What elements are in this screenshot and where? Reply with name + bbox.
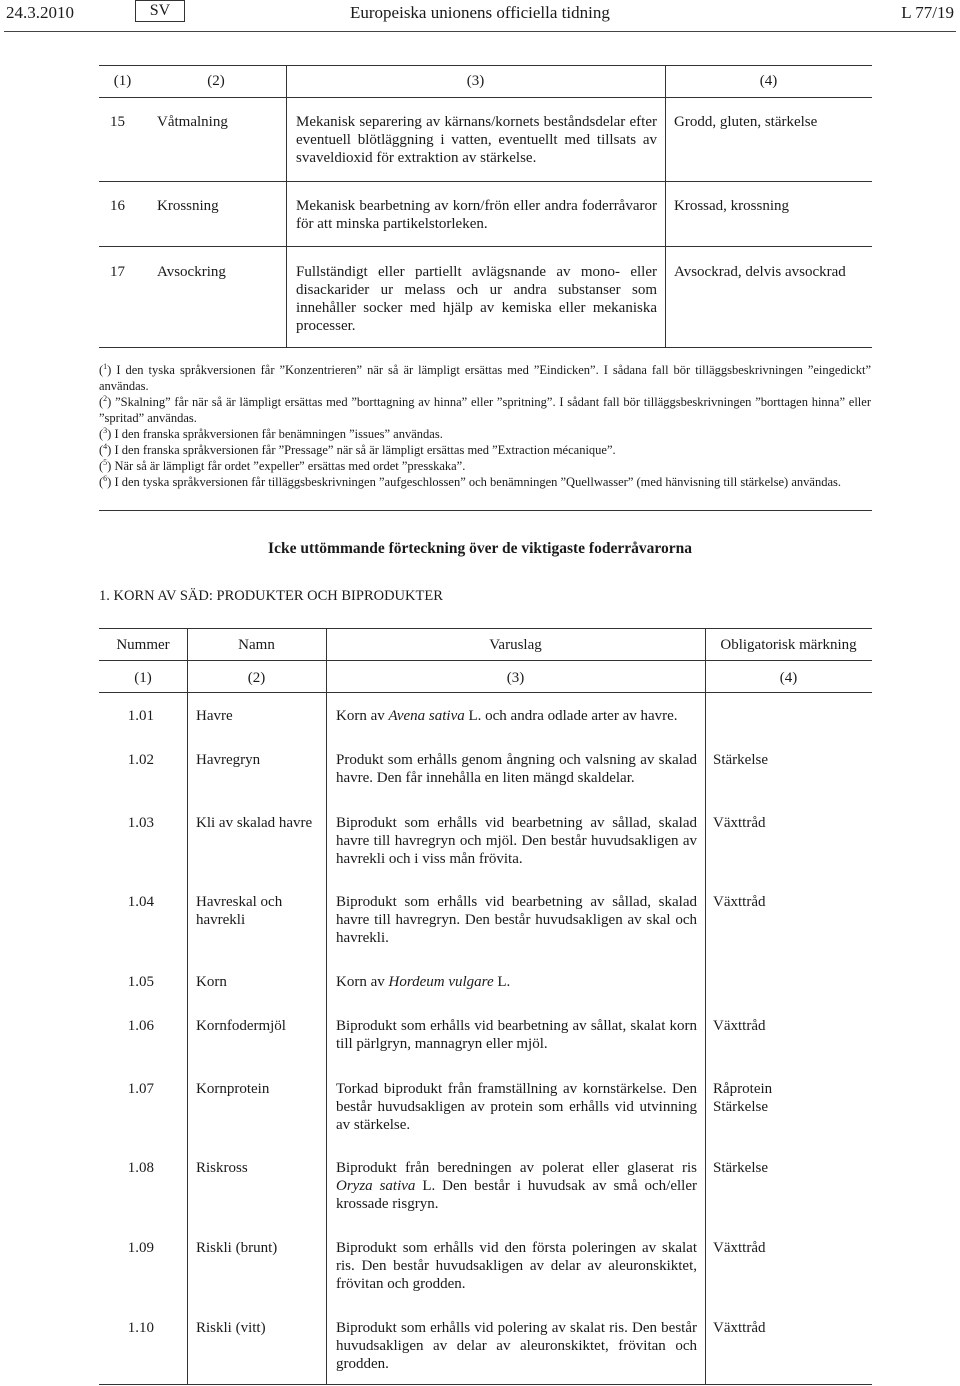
column-label: (4) bbox=[759, 73, 778, 89]
table-bottom-rule bbox=[99, 347, 872, 348]
journal-title: Europeiska unionens officiella tidning bbox=[350, 3, 610, 22]
item-name: Riskross bbox=[196, 1160, 248, 1176]
mandatory-labelling: Växttråd bbox=[713, 894, 766, 910]
section-heading: 1. KORN AV SÄD: PRODUKTER OCH BIPRODUKTER bbox=[99, 588, 443, 604]
mandatory-labelling: Växttråd bbox=[713, 1240, 766, 1256]
item-description: Korn av Hordeum vulgare L. bbox=[336, 974, 511, 990]
column-divider bbox=[665, 65, 666, 347]
mandatory-labelling: Växttråd bbox=[713, 1018, 766, 1034]
scientific-name: Oryza sativa bbox=[336, 1178, 416, 1194]
section-title: Icke uttömmande förteckning över de viktigaste foderråvarorna bbox=[268, 540, 692, 557]
footnote: ($^3$) I den franska språkversionen får benämningen ”issues” användas. bbox=[99, 426, 443, 442]
table-header-rule bbox=[99, 97, 872, 98]
item-number: 1.10 bbox=[127, 1320, 154, 1336]
column-header-labelling: Obligatorisk märkning bbox=[720, 637, 857, 653]
footnote: ($^4$) I den franska språkversionen får ”Pressage” när så är lämpligt ersättas med ”Extraction mécanique”. bbox=[99, 442, 616, 458]
item-number: 1.09 bbox=[127, 1240, 154, 1256]
item-number: 1.02 bbox=[127, 752, 154, 768]
column-label: (1) bbox=[134, 670, 152, 686]
column-label: (1) bbox=[113, 73, 132, 89]
item-number: 1.06 bbox=[127, 1018, 154, 1034]
item-number: 1.01 bbox=[127, 708, 154, 724]
column-divider bbox=[286, 65, 287, 347]
item-name: Riskli (vitt) bbox=[196, 1320, 266, 1336]
table-header-rule bbox=[99, 660, 872, 661]
item-number: 1.05 bbox=[127, 974, 154, 990]
footnote: ($^1$) I den tyska språkversionen får ”Konzentrieren” när så är lämpligt ersättas med ”Eindicken”. I sådana fall bör tilläggsbeskrivningen ”eingedickt” användas. bbox=[99, 362, 871, 394]
column-header-name: Namn bbox=[238, 637, 275, 653]
row-divider bbox=[99, 246, 872, 247]
scientific-name: Avena sativa bbox=[388, 708, 465, 724]
column-header-number: Nummer bbox=[116, 637, 170, 653]
page-number: L 77/19 bbox=[901, 3, 954, 22]
item-name: Kli av skalad havre bbox=[196, 815, 313, 831]
item-name: Havreskal och havrekli bbox=[196, 894, 283, 928]
column-label: (3) bbox=[466, 73, 485, 89]
mandatory-labelling: Stärkelse bbox=[713, 752, 768, 768]
footnote: ($^6$) I den tyska språkversionen får tilläggsbeskrivningen ”aufgeschlossen” och benämningen ”Quellwasser” (med hänvisning till stärkelse) användas. bbox=[99, 474, 841, 490]
column-header-description: Varuslag bbox=[489, 637, 542, 653]
item-name: Kornfodermjöl bbox=[196, 1018, 286, 1034]
row-divider bbox=[99, 181, 872, 182]
table-top-rule bbox=[99, 628, 872, 629]
item-description: Biprodukt som erhålls vid den första poleringen av skalat ris. Den består huvudsakligen av delar av aleuronskiktet, frövitan och grodden. bbox=[336, 1240, 697, 1292]
column-label: (4) bbox=[779, 670, 798, 686]
column-divider bbox=[326, 628, 327, 1384]
row-number: 17 bbox=[110, 264, 125, 280]
item-number: 1.04 bbox=[127, 894, 154, 910]
item-description: Biprodukt som erhålls vid polering av skalat ris. Den består huvudsakligen av delar av aleuronskiktet, frövitan och grodden. bbox=[336, 1320, 697, 1372]
process-name: Avsockring bbox=[157, 264, 226, 280]
process-label: Krossad, krossning bbox=[674, 198, 789, 214]
mandatory-labelling: Växttråd bbox=[713, 815, 766, 831]
item-description: Biprodukt som erhålls vid bearbetning av sållad, skalad havre till havregryn och mjöl. Den består huvudsakligen av havrekli och i viss mån frövita. bbox=[336, 815, 697, 867]
footnote: ($^5$) När så är lämpligt får ordet ”expeller” ersättas med ordet ”presskaka”. bbox=[99, 458, 466, 474]
footnote: ($^2$) ”Skalning” får när så är lämpligt ersättas med ”borttagning av hinna” eller ”spritning”. I sådant fall bör tilläggsbeskrivningen ”borttagen hinna” eller ”spritad” användas. bbox=[99, 394, 871, 426]
mandatory-labelling: Stärkelse bbox=[713, 1160, 768, 1176]
mandatory-labelling: Råprotein Stärkelse bbox=[713, 1081, 773, 1115]
header-date: 24.3.2010 bbox=[6, 3, 74, 22]
column-divider bbox=[187, 628, 188, 1384]
table-top-rule bbox=[99, 65, 872, 66]
table-bottom-rule bbox=[99, 1384, 872, 1385]
row-number: 16 bbox=[110, 198, 125, 214]
process-name: Våtmalning bbox=[157, 114, 228, 130]
scientific-name: Hordeum vulgare bbox=[388, 974, 494, 990]
footnotes-divider bbox=[99, 510, 872, 511]
item-name: Riskli (brunt) bbox=[196, 1240, 278, 1256]
process-description: Mekanisk bearbetning av korn/frön eller andra foderråvaror för att minska partikelstorleken. bbox=[296, 198, 657, 232]
page-header bbox=[0, 0, 960, 32]
item-description: Produkt som erhålls genom ångning och valsning av skalad havre. Den får innehålla en liten mängd skaldelar. bbox=[336, 752, 697, 786]
column-label: (3) bbox=[506, 670, 525, 686]
process-description: Fullständigt eller partiellt avlägsnande av mono- eller disackarider ur melass och ur andra substanser som innehåller socker med hjälp av kemiska eller mekaniska processer. bbox=[296, 264, 657, 334]
process-name: Krossning bbox=[157, 198, 219, 214]
language-badge: SV bbox=[135, 0, 185, 22]
item-description: Torkad biprodukt från framställning av kornstärkelse. Den består huvudsakligen av protein som erhålls vid utvinning av stärkelse. bbox=[336, 1081, 697, 1133]
item-number: 1.07 bbox=[127, 1081, 154, 1097]
item-name: Kornprotein bbox=[196, 1081, 270, 1097]
item-description: Korn av Avena sativa L. och andra odlade arter av havre. bbox=[336, 708, 678, 724]
item-description: Biprodukt som erhålls vid bearbetning av sållat, skalat korn till pärlgryn, mannagryn eller mjöl. bbox=[336, 1018, 697, 1052]
item-number: 1.03 bbox=[127, 815, 154, 831]
process-label: Grodd, gluten, stärkelse bbox=[674, 114, 818, 130]
item-name: Havre bbox=[196, 708, 233, 724]
item-name: Havregryn bbox=[196, 752, 261, 768]
mandatory-labelling: Växttråd bbox=[713, 1320, 766, 1336]
process-description: Mekanisk separering av kärnans/kornets beståndsdelar efter eventuell blötläggning i vatten, eventuellt med tillsats av svaveldioxid för extraktion av stärkelse. bbox=[296, 114, 657, 166]
item-number: 1.08 bbox=[127, 1160, 154, 1176]
header-divider bbox=[4, 31, 956, 32]
column-label: (2) bbox=[247, 670, 266, 686]
column-label: (2) bbox=[207, 73, 225, 89]
column-divider bbox=[705, 628, 706, 1384]
item-description: Biprodukt som erhålls vid bearbetning av sållad, skalad havre till havregryn. Den består huvudsakligen av skal och havrekli. bbox=[336, 894, 697, 946]
table-labels-rule bbox=[99, 692, 872, 693]
process-label: Avsockrad, delvis avsockrad bbox=[674, 264, 846, 280]
item-description: Biprodukt från beredningen av polerat eller glaserat ris Oryza sativa L. Den består i huvudsak av små och/eller krossade risgryn. bbox=[336, 1160, 697, 1212]
item-name: Korn bbox=[196, 974, 227, 990]
row-number: 15 bbox=[110, 114, 125, 130]
